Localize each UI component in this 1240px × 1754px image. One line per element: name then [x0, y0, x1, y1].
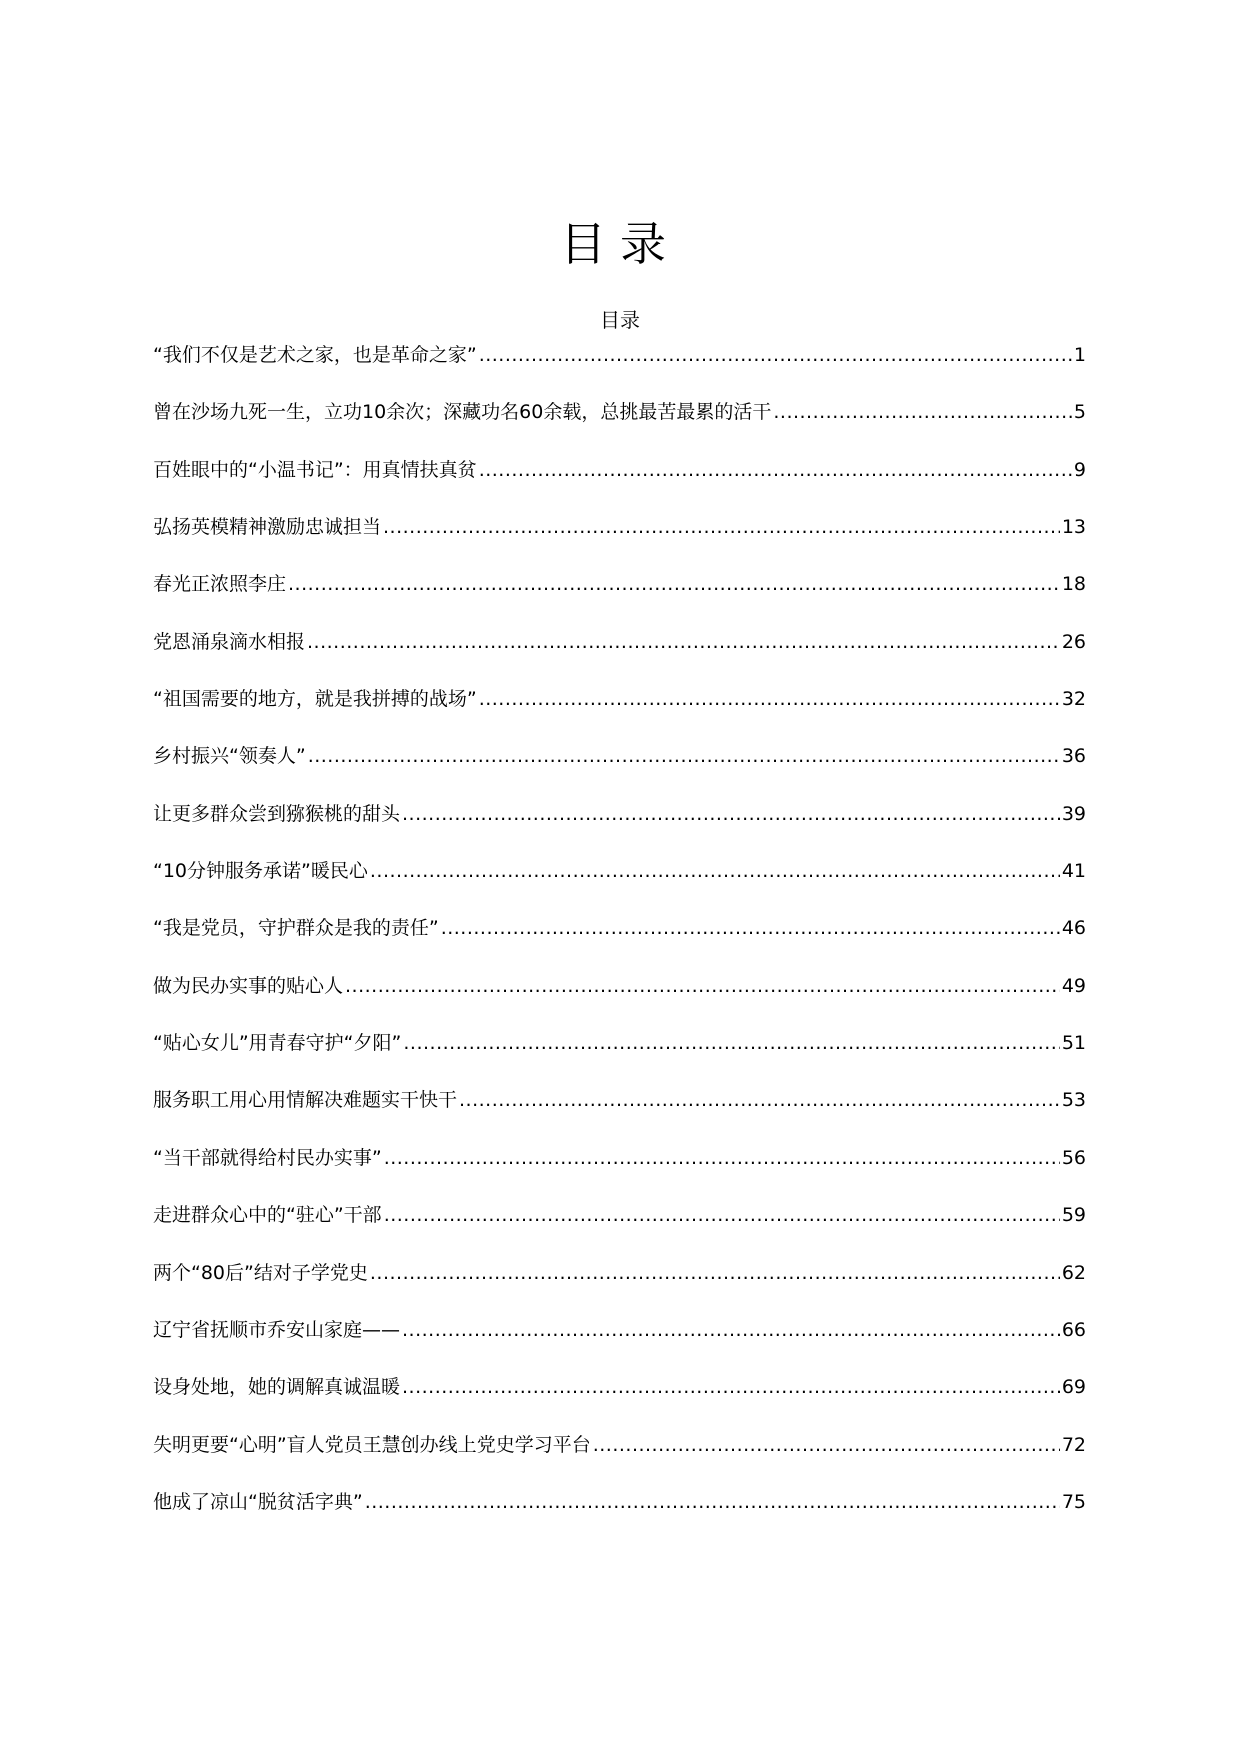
- toc-entry-title: 百姓眼中的“小温书记”：用真情扶真贫: [153, 458, 477, 481]
- toc-entry-page: 36: [1061, 745, 1086, 768]
- toc-entry[interactable]: [153, 800, 1086, 857]
- toc-entry-page: 75: [1061, 1490, 1086, 1513]
- toc-dot-leader: [402, 1316, 1060, 1344]
- toc-entry-title: 党恩涌泉滴水相报: [153, 630, 306, 653]
- toc-entry[interactable]: [153, 1086, 1086, 1143]
- toc-entry[interactable]: [153, 513, 1086, 570]
- toc-entry-page: 26: [1061, 630, 1086, 653]
- toc-dot-leader: [593, 1431, 1060, 1459]
- toc-entry[interactable]: [153, 456, 1086, 513]
- toc-entry-title: “我们不仅是艺术之家，也是革命之家”: [153, 344, 477, 366]
- toc-dot-leader: [370, 857, 1060, 885]
- table-of-contents: [153, 341, 1086, 1545]
- toc-dot-leader: [479, 341, 1072, 369]
- toc-entry-page: 32: [1061, 688, 1086, 711]
- toc-entry-title: 服务职工用心用情解决难题实干快干: [153, 1089, 458, 1112]
- toc-dot-leader: [345, 972, 1060, 1000]
- toc-entry[interactable]: [153, 341, 1086, 398]
- toc-entry[interactable]: [153, 914, 1086, 971]
- page-title: 目录: [560, 217, 680, 271]
- toc-entry-title: “祖国需要的地方，就是我拼搏的战场”: [153, 688, 477, 711]
- toc-dot-leader: [459, 1086, 1060, 1114]
- toc-entry-page: 1: [1073, 344, 1086, 366]
- toc-dot-leader: [479, 685, 1060, 713]
- toc-dot-leader: [402, 1373, 1060, 1401]
- toc-entry-page: 56: [1061, 1146, 1086, 1169]
- toc-entry-page: 39: [1061, 802, 1086, 825]
- toc-entry-title: 乡村振兴“领奏人”: [153, 745, 306, 768]
- toc-entry-page: 46: [1061, 917, 1086, 940]
- toc-entry[interactable]: [153, 742, 1086, 799]
- toc-entry-title: 春光正浓照李庄: [153, 573, 287, 596]
- toc-dot-leader: [365, 1488, 1060, 1516]
- toc-entry[interactable]: [153, 1259, 1086, 1316]
- toc-entry[interactable]: [153, 398, 1086, 455]
- toc-entry-title: 失明更要“心明”盲人党员王慧创办线上党史学习平台: [153, 1433, 591, 1456]
- toc-entry-title: 曾在沙场九死一生，立功10余次；深藏功名60余载，总挑最苦最累的活干: [153, 401, 772, 424]
- toc-entry-page: 62: [1061, 1261, 1086, 1284]
- toc-dot-leader: [773, 398, 1072, 426]
- toc-entry-title: 设身处地，她的调解真诚温暖: [153, 1376, 401, 1399]
- toc-entry-page: 51: [1061, 1032, 1086, 1055]
- toc-entry-title: “当干部就得给村民办实事”: [153, 1146, 382, 1169]
- toc-entry-page: 5: [1073, 401, 1086, 424]
- toc-entry-title: 做为民办实事的贴心人: [153, 974, 344, 997]
- toc-entry-page: 69: [1061, 1376, 1086, 1399]
- toc-dot-leader: [383, 513, 1060, 541]
- toc-entry-page: 53: [1061, 1089, 1086, 1112]
- toc-entry[interactable]: [153, 628, 1086, 685]
- toc-entry-page: 49: [1061, 974, 1086, 997]
- toc-entry-title: “10分钟服务承诺”暖民心: [153, 860, 368, 883]
- toc-entry-page: 72: [1061, 1433, 1086, 1456]
- toc-entry[interactable]: [153, 1316, 1086, 1373]
- toc-entry[interactable]: [153, 570, 1086, 627]
- toc-entry[interactable]: [153, 857, 1086, 914]
- toc-dot-leader: [403, 1029, 1059, 1057]
- toc-dot-leader: [370, 1259, 1060, 1287]
- toc-dot-leader: [384, 1144, 1060, 1172]
- toc-entry-title: “我是党员，守护群众是我的责任”: [153, 917, 439, 940]
- toc-entry[interactable]: [153, 685, 1086, 742]
- toc-dot-leader: [441, 914, 1060, 942]
- toc-entry-page: 18: [1061, 573, 1086, 596]
- toc-dot-leader: [402, 800, 1060, 828]
- toc-entry[interactable]: [153, 1373, 1086, 1430]
- toc-entry-title: 走进群众心中的“驻心”干部: [153, 1204, 382, 1227]
- toc-entry-page: 59: [1061, 1204, 1086, 1227]
- toc-entry-page: 9: [1073, 458, 1086, 481]
- toc-entry[interactable]: [153, 1029, 1086, 1086]
- toc-entry-title: 他成了凉山“脱贫活字典”: [153, 1490, 363, 1513]
- toc-entry-page: 66: [1061, 1318, 1086, 1341]
- toc-entry-page: 13: [1061, 516, 1086, 539]
- toc-entry[interactable]: [153, 972, 1086, 1029]
- toc-dot-leader: [479, 456, 1072, 484]
- toc-entry-page: 41: [1061, 860, 1086, 883]
- toc-dot-leader: [288, 570, 1060, 598]
- toc-entry[interactable]: [153, 1488, 1086, 1545]
- toc-entry-title: 弘扬英模精神激励忠诚担当: [153, 516, 382, 539]
- toc-entry[interactable]: [153, 1144, 1086, 1201]
- toc-entry[interactable]: [153, 1201, 1086, 1258]
- toc-dot-leader: [307, 628, 1060, 656]
- toc-entry[interactable]: [153, 1431, 1086, 1488]
- toc-dot-leader: [308, 742, 1060, 770]
- toc-entry-title: “贴心女儿”用青春守护“夕阳”: [153, 1032, 402, 1055]
- toc-entry-title: 两个“80后”结对子学党史: [153, 1261, 368, 1284]
- toc-heading: 目录: [600, 308, 640, 332]
- toc-dot-leader: [384, 1201, 1060, 1229]
- toc-entry-title: 让更多群众尝到猕猴桃的甜头: [153, 802, 401, 825]
- toc-entry-title: 辽宁省抚顺市乔安山家庭——: [153, 1318, 401, 1341]
